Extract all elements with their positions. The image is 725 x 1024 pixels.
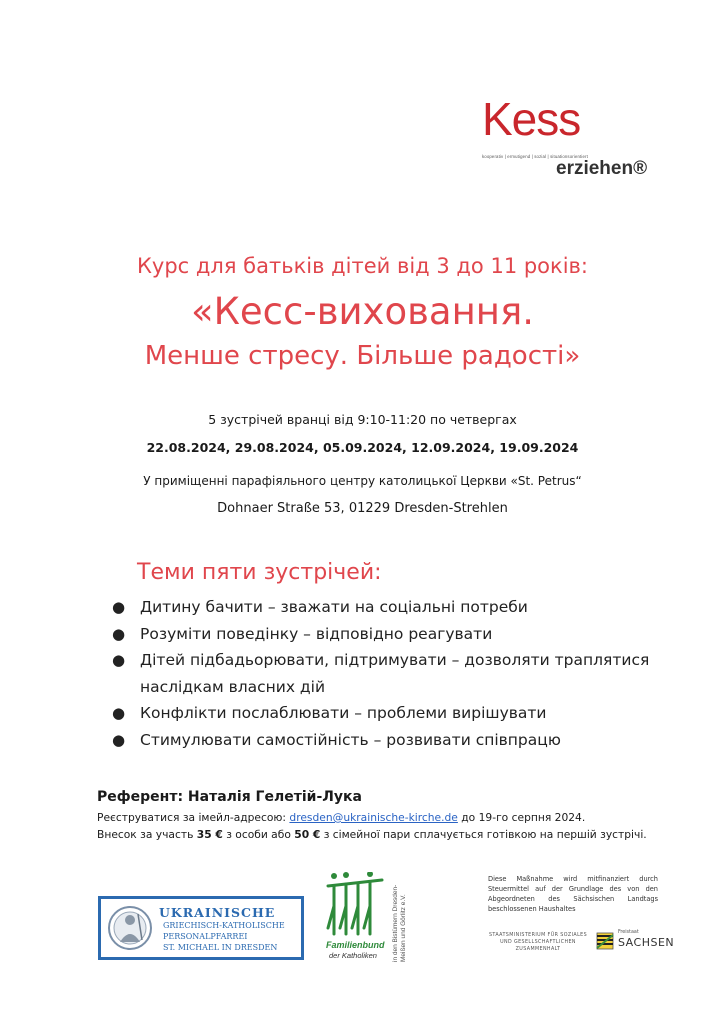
familienbund-sub: der Katholiken xyxy=(329,951,377,960)
parish-logo xyxy=(98,896,304,960)
kess-wordmark: Kess xyxy=(482,93,581,145)
parish-line-3: PERSONALPFARREI xyxy=(163,932,248,941)
familienbund-region: in den Bistümern Dresden-Meißen und Görlitz e.V. xyxy=(392,884,407,962)
topics-title: Теми пяти зустрічей: xyxy=(137,560,382,585)
kess-erziehen-logo xyxy=(482,92,667,192)
meetings-info: 5 зустрічей вранці від 9:10-11:20 по четвергах xyxy=(208,412,517,427)
familienbund-name: Familienbund xyxy=(326,940,385,950)
familienbund-figures-icon xyxy=(324,872,386,938)
kess-tagline: kooperativ | ermutigend | sozial | situationsorientiert xyxy=(482,154,588,159)
topics-list xyxy=(112,594,692,753)
meeting-dates: 22.08.2024, 29.08.2024, 05.09.2024, 12.09.2024, 19.09.2024 xyxy=(146,440,579,455)
venue-info: У приміщенні парафіяльного центру католицької Церкви «St. Petrus“ xyxy=(143,474,582,488)
bullet-icon: ● xyxy=(112,651,126,669)
familienbund-logo xyxy=(324,872,434,962)
saxony-name: SACHSEN xyxy=(618,936,675,949)
saxony-freistaat: Freistaat xyxy=(618,930,639,935)
saxony-coat-of-arms-icon xyxy=(596,932,614,950)
list-item: ● Дитину бачити – зважати на соціальні потреби xyxy=(112,594,692,621)
fee-info: Внесок за участь 35 € з особи або 50 € з сімейної пари сплачується готівкою на першій зустрічі. xyxy=(97,828,647,841)
bullet-icon: ● xyxy=(112,730,126,749)
course-headline-2: Менше стресу. Більше радості» xyxy=(144,341,581,371)
kess-erziehen: erziehen® xyxy=(556,158,648,179)
ministry-name: STAATSMINISTERIUM FÜR SOZIALES UND GESELLSCHAFTLICHEN ZUSAMMENHALT xyxy=(488,933,588,952)
bullet-icon: ● xyxy=(112,704,126,722)
parish-line-4: ST. MICHAEL IN DRESDEN xyxy=(163,943,278,952)
list-item: ● Дітей підбадьорювати, підтримувати – дозволяти траплятися наслідкам власних дій xyxy=(112,647,692,700)
registration-info: Реєструватися за імейл-адресою: dresden@ukrainische-kirche.de до 19-го серпня 2024. xyxy=(97,811,586,824)
bullet-icon: ● xyxy=(112,598,126,616)
speaker: Референт: Наталія Гелетій-Лука xyxy=(97,789,362,805)
bullet-icon: ● xyxy=(112,624,126,643)
parish-seal-icon xyxy=(107,904,153,952)
parish-line-2: GRIECHISCH-KATHOLISCHE xyxy=(163,921,285,930)
list-item: ● Конфлікти послаблювати – проблеми вирішувати xyxy=(112,700,692,727)
list-item: ● Стимулювати самостійність – розвивати співпрацю xyxy=(112,727,692,754)
parish-line-1: UKRAINISCHE xyxy=(159,905,276,920)
funding-note: Diese Maßnahme wird mitfinanziert durch Steuermittel auf der Grundlage des von den Abgeordneten des Sächsischen Landtags beschlossenen Haushaltes xyxy=(488,875,658,913)
email-link[interactable]: dresden@ukrainische-kirche.de xyxy=(289,811,458,824)
venue-address: Dohnaer Straße 53, 01229 Dresden-Strehlen xyxy=(217,501,508,516)
list-item: ● Розуміти поведінку – відповідно реагувати xyxy=(112,621,692,648)
course-headline: «Кесс-виховання. xyxy=(191,290,534,333)
course-subtitle: Курс для батьків дітей від 3 до 11 років: xyxy=(137,254,588,278)
saxony-logo xyxy=(596,930,675,954)
